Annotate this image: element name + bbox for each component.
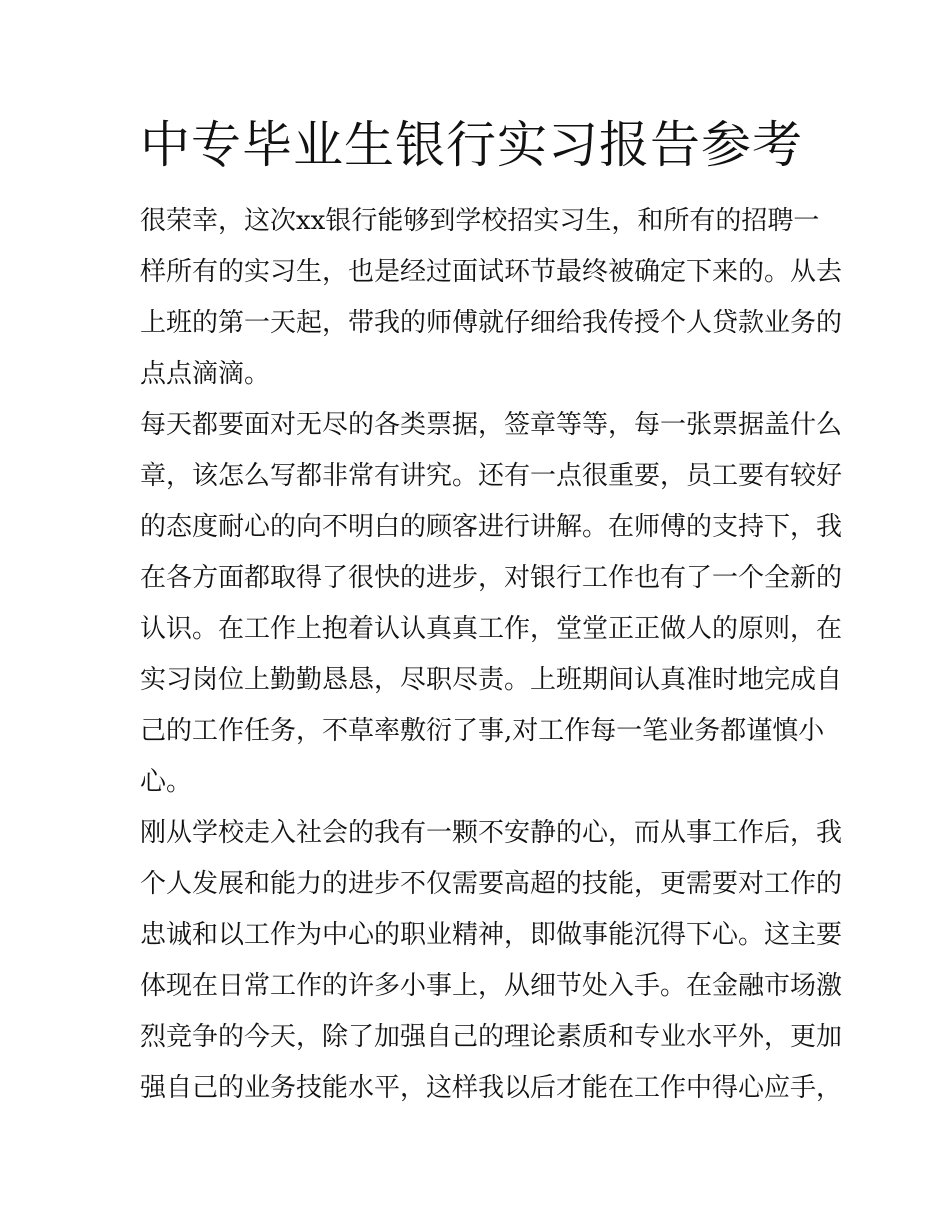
body-line: 心。: [140, 767, 193, 797]
body-line: 实习岗位上勤勤恳恳，尽职尽责。上班期间认真准时地完成自: [140, 665, 843, 695]
body-line: 每天都要面对无尽的各类票据，签章等等，每一张票据盖什么: [140, 410, 843, 440]
body-line: 认识。在工作上抱着认认真真工作，堂堂正正做人的原则，在: [140, 614, 843, 644]
body-line: 己的工作任务，不草率敷衍了事,对工作每一笔业务都谨慎小: [140, 716, 825, 746]
document-title: 中专毕业生银行实习报告参考: [140, 116, 803, 174]
body-line: 个人发展和能力的进步不仅需要高超的技能，更需要对工作的: [140, 869, 843, 899]
body-line: 强自己的业务技能水平，这样我以后才能在工作中得心应手，: [140, 1073, 843, 1103]
body-line: 的态度耐心的向不明白的顾客进行讲解。在师傅的支持下，我: [140, 512, 843, 542]
body-line: 烈竞争的今天，除了加强自己的理论素质和专业水平外，更加: [140, 1022, 843, 1052]
body-line: 刚从学校走入社会的我有一颗不安静的心，而从事工作后，我: [140, 818, 843, 848]
body-line: 体现在日常工作的许多小事上，从细节处入手。在金融市场激: [140, 971, 843, 1001]
body-line: 忠诚和以工作为中心的职业精神，即做事能沉得下心。这主要: [140, 920, 843, 950]
body-line: 很荣幸，这次xx银行能够到学校招实习生，和所有的招聘一: [140, 206, 820, 236]
body-line: 点点滴滴。: [140, 359, 271, 389]
body-line: 在各方面都取得了很快的进步，对银行工作也有了一个全新的: [140, 563, 843, 593]
body-line: 章，该怎么写都非常有讲究。还有一点很重要，员工要有较好: [140, 461, 843, 491]
body-line: 上班的第一天起，带我的师傅就仔细给我传授个人贷款业务的: [140, 308, 843, 338]
body-line: 样所有的实习生，也是经过面试环节最终被确定下来的。从去: [140, 257, 843, 287]
